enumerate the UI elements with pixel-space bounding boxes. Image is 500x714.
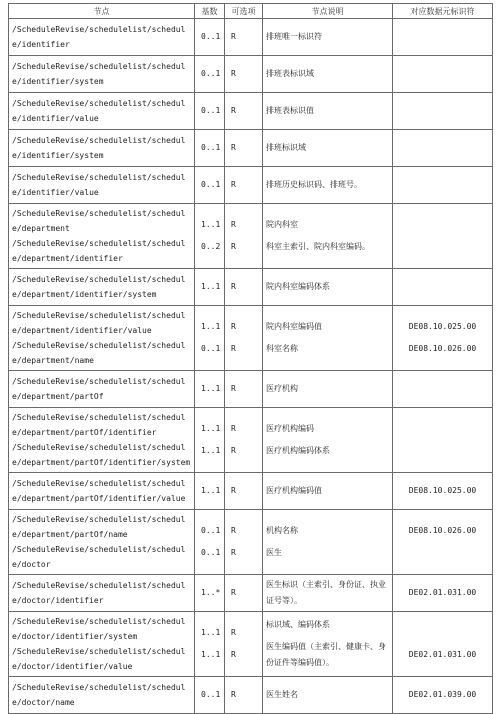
data-element-id-cell — [393, 408, 493, 473]
node-path: /ScheduleRevise/schedulelist/schedule/department/partOf — [12, 377, 186, 401]
description: 医生 — [266, 548, 282, 557]
node-path: /ScheduleRevise/schedulelist/schedule/department/name — [12, 341, 186, 365]
node-path: /ScheduleRevise/schedulelist/schedule/department/identifier/system — [12, 275, 186, 299]
optionality-cell — [225, 269, 263, 306]
cardinality: 1..1 — [201, 322, 221, 331]
cardinality: 0..1 — [201, 106, 221, 115]
table-row — [9, 306, 493, 371]
cardinality: 1..* — [201, 588, 221, 597]
table-row — [9, 167, 493, 204]
cardinality-cell — [195, 204, 225, 269]
description: 排班标识域 — [266, 143, 306, 152]
data-element-id — [396, 177, 489, 193]
cardinality: 0..1 — [201, 143, 221, 152]
table-row — [9, 510, 493, 575]
cardinality-cell — [195, 56, 225, 93]
cardinality: 1..1 — [201, 628, 221, 637]
description: 标识域、编码体系 — [266, 620, 330, 629]
description: 机构名称 — [266, 526, 298, 535]
description: 医疗机构 — [266, 384, 298, 393]
description-cell — [263, 130, 393, 167]
optionality: R — [231, 628, 236, 637]
cardinality: 0..1 — [201, 69, 221, 78]
header-description: 节点说明 — [263, 4, 393, 19]
node-path-cell — [9, 204, 195, 269]
node-path-cell — [9, 473, 195, 510]
data-element-id-cell — [393, 167, 493, 204]
data-element-id — [396, 239, 489, 255]
cardinality-cell — [195, 371, 225, 408]
node-path: /ScheduleRevise/schedulelist/schedule/doctor/identifier/system — [12, 617, 186, 641]
data-element-id: DE02.01.039.00 — [408, 690, 477, 699]
optionality: R — [231, 384, 236, 393]
cardinality: 0..1 — [201, 344, 221, 353]
node-path-cell — [9, 93, 195, 130]
table-row — [9, 408, 493, 473]
data-element-id-cell — [393, 612, 493, 677]
description: 医疗机构编码值 — [266, 486, 322, 495]
node-path: /ScheduleRevise/schedulelist/schedule/department/partOf/name — [12, 515, 186, 539]
optionality-cell — [225, 56, 263, 93]
table-row — [9, 677, 493, 714]
data-element-id-cell — [393, 93, 493, 130]
data-element-id: DE08.10.025.00 — [408, 486, 477, 495]
cardinality: 0..1 — [201, 32, 221, 41]
optionality: R — [231, 548, 236, 557]
header-data-element-id: 对应数据元标识符 — [393, 4, 493, 19]
cardinality-cell — [195, 408, 225, 473]
description: 医疗机构编码体系 — [266, 446, 330, 455]
table-row — [9, 130, 493, 167]
node-path-cell — [9, 575, 195, 612]
description: 排班表标识域 — [266, 69, 314, 78]
description-cell — [263, 269, 393, 306]
optionality: R — [231, 486, 236, 495]
optionality-cell — [225, 306, 263, 371]
description: 医生编码值（主索引、健康卡、身份证件等编码值）。 — [266, 642, 386, 667]
data-element-id — [396, 29, 489, 45]
optionality: R — [231, 650, 236, 659]
node-path-cell — [9, 306, 195, 371]
description-cell — [263, 677, 393, 714]
description-cell — [263, 510, 393, 575]
cardinality: 1..1 — [201, 650, 221, 659]
data-element-id-cell — [393, 510, 493, 575]
table-row — [9, 93, 493, 130]
data-element-id: DE02.01.031.00 — [408, 588, 477, 597]
description: 科室名称 — [266, 344, 298, 353]
node-path-cell — [9, 269, 195, 306]
description-cell — [263, 612, 393, 677]
optionality-cell — [225, 575, 263, 612]
data-element-id — [396, 217, 489, 233]
data-element-id-cell — [393, 677, 493, 714]
cardinality-cell — [195, 575, 225, 612]
optionality: R — [231, 282, 236, 291]
description-cell — [263, 56, 393, 93]
cardinality: 1..1 — [201, 384, 221, 393]
table-row — [9, 575, 493, 612]
node-path: /ScheduleRevise/schedulelist/schedule/doctor — [12, 545, 186, 569]
cardinality-cell — [195, 167, 225, 204]
optionality: R — [231, 69, 236, 78]
node-path: /ScheduleRevise/schedulelist/schedule/department — [12, 209, 186, 233]
description-cell — [263, 371, 393, 408]
cardinality-cell — [195, 612, 225, 677]
optionality: R — [231, 588, 236, 597]
table-row — [9, 473, 493, 510]
cardinality: 1..1 — [201, 486, 221, 495]
data-element-id-cell — [393, 130, 493, 167]
header-optionality: 可选项 — [225, 4, 263, 19]
header-node: 节点 — [9, 4, 195, 19]
node-path: /ScheduleRevise/schedulelist/schedule/identifier — [12, 25, 186, 49]
optionality: R — [231, 32, 236, 41]
data-element-id: DE08.10.026.00 — [408, 344, 477, 353]
optionality-cell — [225, 677, 263, 714]
node-path: /ScheduleRevise/schedulelist/schedule/doctor/identifier/value — [12, 647, 186, 671]
optionality: R — [231, 424, 236, 433]
optionality: R — [231, 143, 236, 152]
cardinality: 0..1 — [201, 548, 221, 557]
node-path: /ScheduleRevise/schedulelist/schedule/doctor/name — [12, 683, 186, 707]
node-path: /ScheduleRevise/schedulelist/schedule/department/partOf/identifier/value — [12, 479, 186, 503]
node-path-cell — [9, 167, 195, 204]
description: 院内科室 — [266, 220, 298, 229]
optionality: R — [231, 106, 236, 115]
cardinality-cell — [195, 93, 225, 130]
node-path-cell — [9, 56, 195, 93]
cardinality-cell — [195, 130, 225, 167]
description: 排班历史标识码、排班号。 — [266, 180, 362, 189]
description: 科室主索引、院内科室编码。 — [266, 242, 370, 251]
cardinality: 1..1 — [201, 220, 221, 229]
data-element-id — [396, 381, 489, 397]
data-element-id — [396, 443, 489, 459]
description-cell — [263, 575, 393, 612]
optionality: R — [231, 690, 236, 699]
optionality-cell — [225, 19, 263, 56]
header-cardinality: 基数 — [195, 4, 225, 19]
description-cell — [263, 306, 393, 371]
cardinality: 0..1 — [201, 526, 221, 535]
optionality: R — [231, 220, 236, 229]
data-element-id-cell — [393, 19, 493, 56]
node-path-cell — [9, 371, 195, 408]
data-element-id — [396, 421, 489, 437]
data-element-id-cell — [393, 56, 493, 93]
node-path: /ScheduleRevise/schedulelist/schedule/department/identifier/value — [12, 311, 186, 335]
data-element-id: DE08.10.026.00 — [408, 526, 477, 535]
cardinality-cell — [195, 473, 225, 510]
optionality: R — [231, 526, 236, 535]
optionality-cell — [225, 93, 263, 130]
table-row — [9, 269, 493, 306]
table-row — [9, 19, 493, 56]
node-path: /ScheduleRevise/schedulelist/schedule/identifier/value — [12, 173, 186, 197]
optionality-cell — [225, 204, 263, 269]
table-row — [9, 612, 493, 677]
description: 医生姓名 — [266, 690, 298, 699]
optionality-cell — [225, 473, 263, 510]
description-cell — [263, 408, 393, 473]
description: 院内科室编码体系 — [266, 282, 330, 291]
schedule-node-table — [8, 3, 493, 714]
cardinality-cell — [195, 677, 225, 714]
description: 医生标识（主索引、身份证、执业证号等）。 — [266, 580, 386, 605]
node-path-cell — [9, 19, 195, 56]
node-path-cell — [9, 510, 195, 575]
optionality: R — [231, 322, 236, 331]
optionality-cell — [225, 612, 263, 677]
cardinality-cell — [195, 19, 225, 56]
node-path: /ScheduleRevise/schedulelist/schedule/identifier/system — [12, 136, 186, 160]
data-element-id — [396, 66, 489, 82]
header-row — [9, 4, 493, 19]
optionality-cell — [225, 130, 263, 167]
optionality: R — [231, 446, 236, 455]
node-path: /ScheduleRevise/schedulelist/schedule/department/partOf/identifier/system — [12, 443, 191, 467]
description-cell — [263, 19, 393, 56]
data-element-id — [396, 545, 489, 561]
node-path: /ScheduleRevise/schedulelist/schedule/identifier/value — [12, 99, 186, 123]
optionality: R — [231, 242, 236, 251]
data-element-id-cell — [393, 575, 493, 612]
node-path-cell — [9, 130, 195, 167]
cardinality: 1..1 — [201, 446, 221, 455]
cardinality-cell — [195, 306, 225, 371]
optionality-cell — [225, 408, 263, 473]
description-cell — [263, 167, 393, 204]
cardinality: 0..1 — [201, 180, 221, 189]
cardinality-cell — [195, 510, 225, 575]
description-cell — [263, 473, 393, 510]
description: 医疗机构编码 — [266, 424, 314, 433]
node-path-cell — [9, 677, 195, 714]
table-row — [9, 56, 493, 93]
optionality: R — [231, 344, 236, 353]
data-element-id-cell — [393, 204, 493, 269]
description: 排班唯一标识符 — [266, 32, 322, 41]
node-path-cell — [9, 408, 195, 473]
node-path: /ScheduleRevise/schedulelist/schedule/identifier/system — [12, 62, 186, 86]
table-body — [9, 19, 493, 714]
node-path: /ScheduleRevise/schedulelist/schedule/doctor/identifier — [12, 581, 186, 605]
optionality-cell — [225, 510, 263, 575]
table-row — [9, 204, 493, 269]
cardinality-cell — [195, 269, 225, 306]
description: 排班表标识值 — [266, 106, 314, 115]
cardinality: 1..1 — [201, 424, 221, 433]
data-element-id — [396, 103, 489, 119]
data-element-id — [396, 140, 489, 156]
data-element-id-cell — [393, 306, 493, 371]
description-cell — [263, 204, 393, 269]
data-element-id — [396, 279, 489, 295]
data-element-id: DE08.10.025.00 — [408, 322, 477, 331]
data-element-id-cell — [393, 473, 493, 510]
data-element-id — [396, 625, 489, 641]
optionality-cell — [225, 167, 263, 204]
optionality-cell — [225, 371, 263, 408]
cardinality: 0..1 — [201, 690, 221, 699]
description: 院内科室编码值 — [266, 322, 322, 331]
data-element-id: DE02.01.031.00 — [408, 650, 477, 659]
node-path: /ScheduleRevise/schedulelist/schedule/department/identifier — [12, 239, 186, 263]
data-element-id-cell — [393, 371, 493, 408]
node-path: /ScheduleRevise/schedulelist/schedule/department/partOf/identifier — [12, 413, 186, 437]
description-cell — [263, 93, 393, 130]
cardinality: 0..2 — [201, 242, 221, 251]
cardinality: 1..1 — [201, 282, 221, 291]
data-element-id-cell — [393, 269, 493, 306]
optionality: R — [231, 180, 236, 189]
node-path-cell — [9, 612, 195, 677]
table-row — [9, 371, 493, 408]
